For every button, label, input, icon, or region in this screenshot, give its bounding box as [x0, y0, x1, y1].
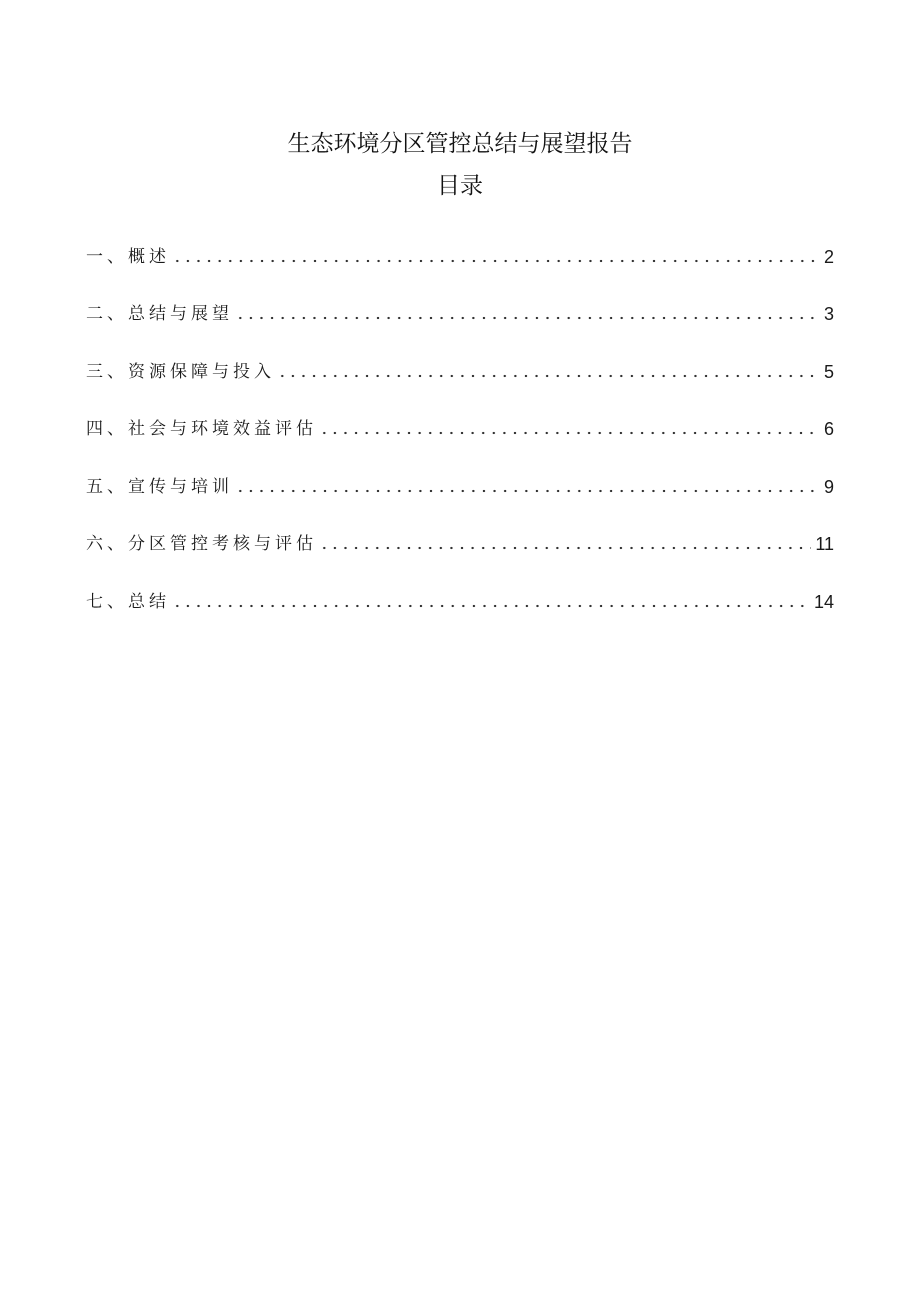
toc-item-page-number: 9: [823, 476, 834, 497]
toc-item-publicity-training[interactable]: [86, 458, 834, 516]
toc-heading: 目录: [437, 173, 483, 199]
toc-dot-leader: [235, 489, 820, 493]
toc-dot-leader: [277, 374, 820, 378]
toc-item-page-number: 6: [823, 419, 834, 439]
toc-item-page-number: 2: [823, 246, 834, 267]
toc-item-label: 一、概述: [86, 246, 170, 267]
toc-item-page-number: 3: [823, 304, 834, 324]
toc-dot-leader: [319, 546, 811, 550]
toc-item-overview[interactable]: [86, 228, 834, 286]
toc-dot-leader: [172, 604, 810, 608]
toc-dot-leader: [172, 259, 820, 263]
toc-dot-leader: [319, 431, 820, 435]
table-of-contents: [86, 228, 834, 631]
toc-item-summary-outlook[interactable]: [86, 286, 834, 344]
toc-item-label: 六、分区管控考核与评估: [86, 534, 317, 554]
toc-item-resources[interactable]: [86, 343, 834, 401]
toc-dot-leader: [235, 316, 820, 320]
toc-item-label: 四、社会与环境效益评估: [86, 419, 317, 439]
toc-item-conclusion[interactable]: [86, 573, 834, 631]
toc-item-zoning-evaluation[interactable]: [86, 516, 834, 574]
document-title: 生态环境分区管控总结与展望报告: [287, 131, 633, 157]
toc-item-page-number: 5: [823, 361, 834, 382]
toc-item-benefit-assessment[interactable]: [86, 401, 834, 459]
toc-item-label: 七、总结: [86, 591, 170, 612]
toc-item-label: 五、宣传与培训: [86, 476, 233, 497]
toc-item-label: 三、资源保障与投入: [86, 361, 275, 382]
toc-item-label: 二、总结与展望: [86, 304, 233, 324]
toc-item-page-number: 11: [815, 534, 834, 554]
toc-item-page-number: 14: [813, 591, 834, 612]
